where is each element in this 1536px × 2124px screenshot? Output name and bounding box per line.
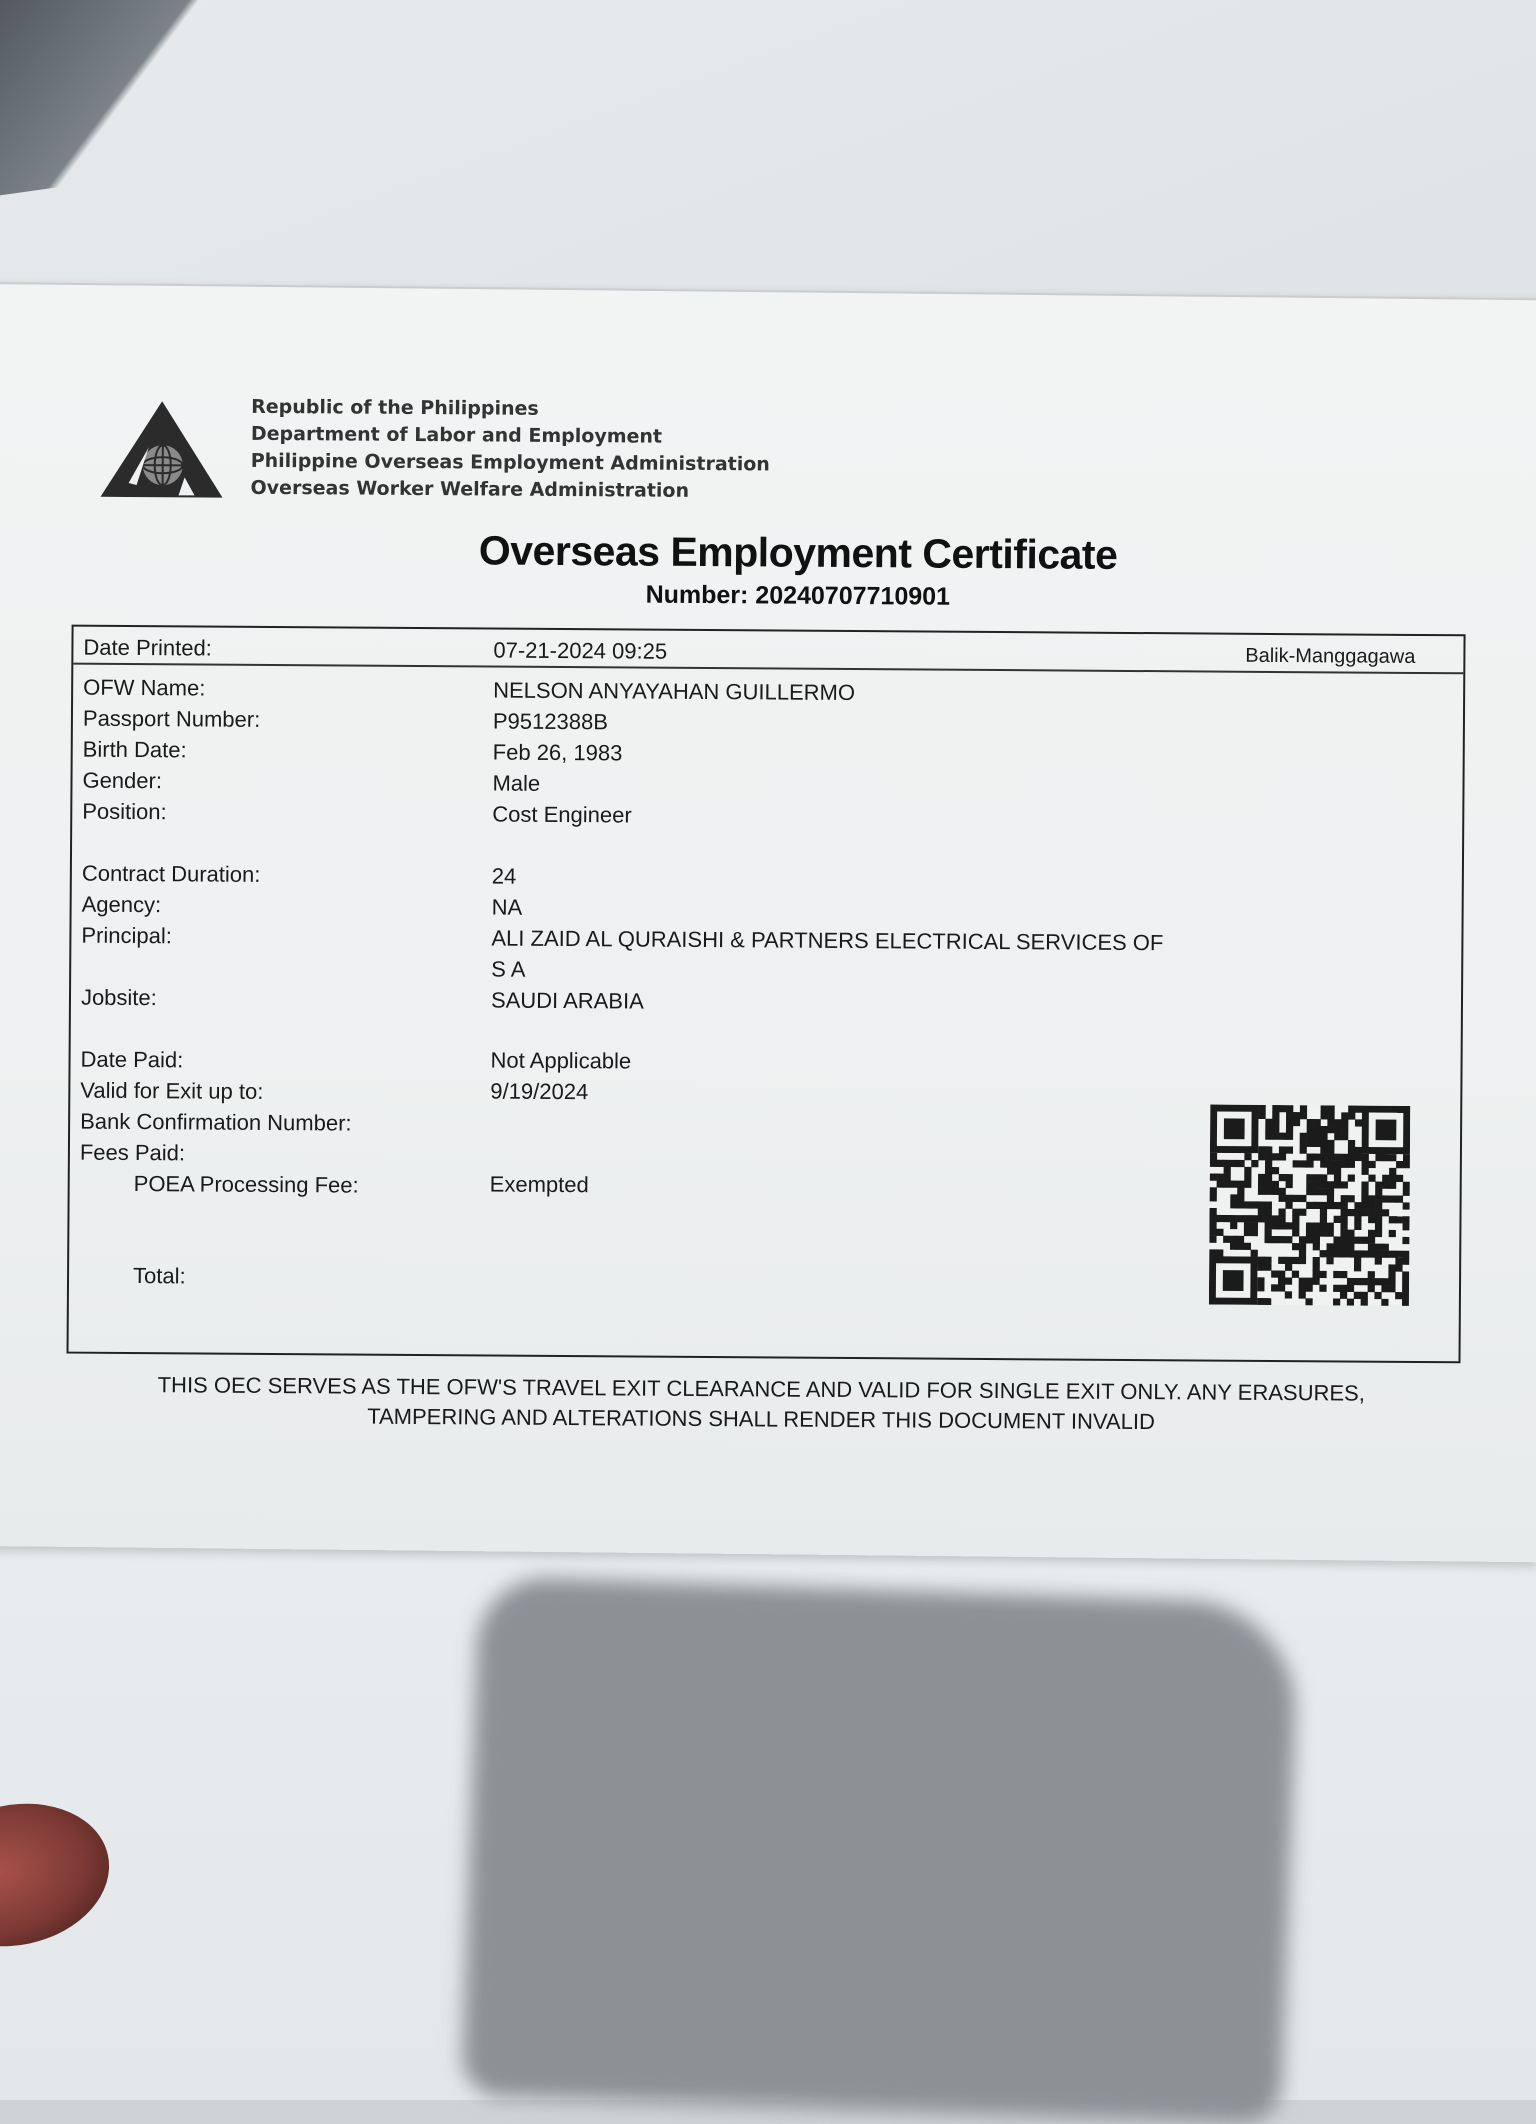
certificate-document bbox=[0, 284, 1536, 1557]
agency-line-dole: Department of Labor and Employment bbox=[251, 421, 770, 452]
agency-line-poea: Philippine Overseas Employment Administration bbox=[251, 448, 770, 479]
agency-line-republic: Republic of the Philippines bbox=[251, 394, 770, 425]
gender-value: Male bbox=[492, 771, 540, 797]
date-paid-value: Not Applicable bbox=[490, 1048, 631, 1075]
jobsite-label: Jobsite: bbox=[81, 985, 157, 1012]
position-label: Position: bbox=[82, 799, 167, 826]
principal-value-line2: S A bbox=[491, 957, 525, 983]
certificate-number: Number: 20240707710901 bbox=[478, 579, 1118, 612]
date-printed-value: 07-21-2024 09:25 bbox=[493, 638, 667, 665]
validity-notice-line1: THIS OEC SERVES AS THE OFW'S TRAVEL EXIT CLEARANCE AND VALID FOR SINGLE EXIT ONLY. ANY ERASURES, bbox=[66, 1370, 1456, 1410]
certificate-paper bbox=[0, 282, 1536, 1562]
date-printed-label: Date Printed: bbox=[83, 635, 212, 662]
validity-notice-line2: TAMPERING AND ALTERATIONS SHALL RENDER THIS DOCUMENT INVALID bbox=[66, 1400, 1456, 1440]
valid-exit-value: 9/19/2024 bbox=[490, 1079, 588, 1106]
ofw-name-label: OFW Name: bbox=[83, 675, 205, 702]
jobsite-value: SAUDI ARABIA bbox=[491, 988, 644, 1015]
principal-value-line1: ALI ZAID AL QURAISHI & PARTNERS ELECTRICAL SERVICES OF bbox=[491, 926, 1163, 957]
date-paid-label: Date Paid: bbox=[80, 1047, 183, 1074]
qr-code-icon bbox=[1209, 1105, 1410, 1306]
certificate-title: Overseas Employment Certificate bbox=[478, 527, 1118, 578]
contract-duration-label: Contract Duration: bbox=[82, 861, 261, 888]
poea-fee-value: Exempted bbox=[490, 1172, 589, 1199]
category-label: Balik-Manggagawa bbox=[1245, 645, 1415, 669]
passport-label: Passport Number: bbox=[83, 706, 260, 733]
certificate-details-box bbox=[67, 625, 1466, 1364]
total-label: Total: bbox=[133, 1263, 186, 1289]
ofw-name-value: NELSON ANYAYAHAN GUILLERMO bbox=[493, 678, 855, 707]
gender-label: Gender: bbox=[82, 768, 162, 795]
birth-date-value: Feb 26, 1983 bbox=[493, 740, 623, 767]
passport-value: P9512388B bbox=[493, 709, 608, 736]
contract-duration-value: 24 bbox=[492, 864, 517, 890]
principal-label: Principal: bbox=[81, 923, 172, 950]
phone-shadow bbox=[461, 1576, 1299, 2124]
valid-exit-label: Valid for Exit up to: bbox=[80, 1078, 263, 1105]
poea-fee-label: POEA Processing Fee: bbox=[134, 1171, 359, 1199]
agency-header bbox=[250, 394, 770, 506]
background-object bbox=[0, 0, 277, 201]
validity-notice bbox=[66, 1370, 1456, 1440]
bank-confirmation-label: Bank Confirmation Number: bbox=[80, 1109, 352, 1137]
birth-date-label: Birth Date: bbox=[83, 737, 187, 764]
fees-paid-label: Fees Paid: bbox=[80, 1140, 185, 1167]
agency-value: NA bbox=[492, 895, 523, 921]
agency-line-owwa: Overseas Worker Welfare Administration bbox=[250, 475, 769, 506]
position-value: Cost Engineer bbox=[492, 802, 632, 829]
triangle-globe-seal-icon bbox=[96, 397, 227, 503]
agency-label: Agency: bbox=[82, 892, 162, 919]
